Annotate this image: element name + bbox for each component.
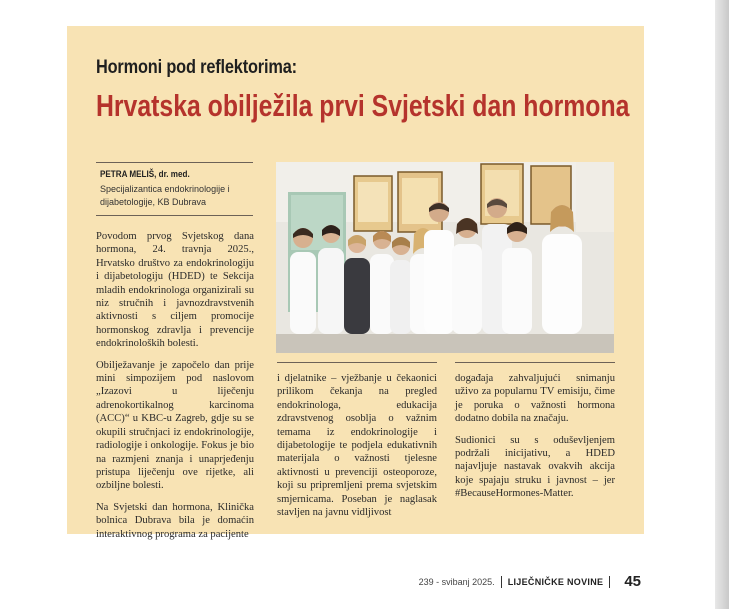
paragraph: Na Svjetski dan hormona, Klinička bolnica Dubrava bila je domaćin interaktivnog programa za pacijente xyxy=(96,501,254,540)
author-rule-bottom xyxy=(96,215,253,216)
group-photo xyxy=(276,162,614,353)
paragraph: Povodom prvog Svjetskog dana hormona, 24. travnja 2025., Hrvatsko društvo za endokrinologiju i dijabetologiju (HDED) te Sekcija mladih endokrinologa organizirali su niz stručnih i javnozdravstvenih aktivnosti s ciljem promocije hormonskog zdravlja i prevencije endokrinoloških bolesti. xyxy=(96,231,254,350)
paragraph: Sudionici su s oduševljenjem podržali inicijativu, a HDED najavljuje nastavak ovakvih akcija koje spajaju struku i javnost – jer #BecauseHormones-Matter. xyxy=(455,434,615,500)
article-headline: Hrvatska obilježila prvi Svjetski dan hormona xyxy=(96,88,630,123)
column-rule xyxy=(455,362,615,363)
issue-label: 239 - svibanj 2025. xyxy=(418,576,495,587)
author-rule-top xyxy=(96,162,253,163)
page-edge-shadow xyxy=(715,0,729,609)
footer-separator xyxy=(501,576,502,588)
article-kicker: Hormoni pod reflektorima: xyxy=(96,57,297,78)
page-footer xyxy=(419,573,641,590)
magazine-name: LIJEČNIČKE NOVINE xyxy=(507,576,604,587)
page-number: 45 xyxy=(624,573,641,590)
paragraph: Obilježavanje je započelo dan prije mini simpozijem pod naslovom „Izazovi u liječenju adrenokortikalnog karcinoma (ACC)“ u KBC-u Zagreb, gdje su se okupili stručnjaci iz endokrinologije, radiologije i onkologije. Fokus je bio na razmjeni znanja i unaprjeđenju pristupa liječenju ove rijetke, ali ozbiljne bolesti. xyxy=(96,359,254,492)
footer-separator xyxy=(609,576,610,588)
paragraph: događaja zahvaljujući snimanju uživo za popularnu TV emisiju, čime je poruka o važnosti hormona dodatno dobila na značaju. xyxy=(455,373,615,425)
text-column-2 xyxy=(277,372,437,527)
author-name: PETRA MELIŠ, dr. med. xyxy=(100,169,190,179)
author-role: Specijalizantica endokrinologije i dijabetologije, KB Dubrava xyxy=(100,184,230,207)
text-column-3 xyxy=(455,372,615,509)
column-rule xyxy=(277,362,437,363)
text-column-1 xyxy=(96,230,254,549)
paragraph: i djelatnike – vježbanje u čekaonici prilikom čekanja na pregled endokrinologa, edukacija zdravstvenog osoblja o važnim temama iz endokrinologije i dijabetologije te podjela edukativnih materijala o važnosti tjelesne aktivnosti u prevenciji osteoporoze, koji su pripremljeni prema svjetskim smjernicama. Poseban je naglasak stavljen na javnu vidljivost xyxy=(277,373,437,519)
